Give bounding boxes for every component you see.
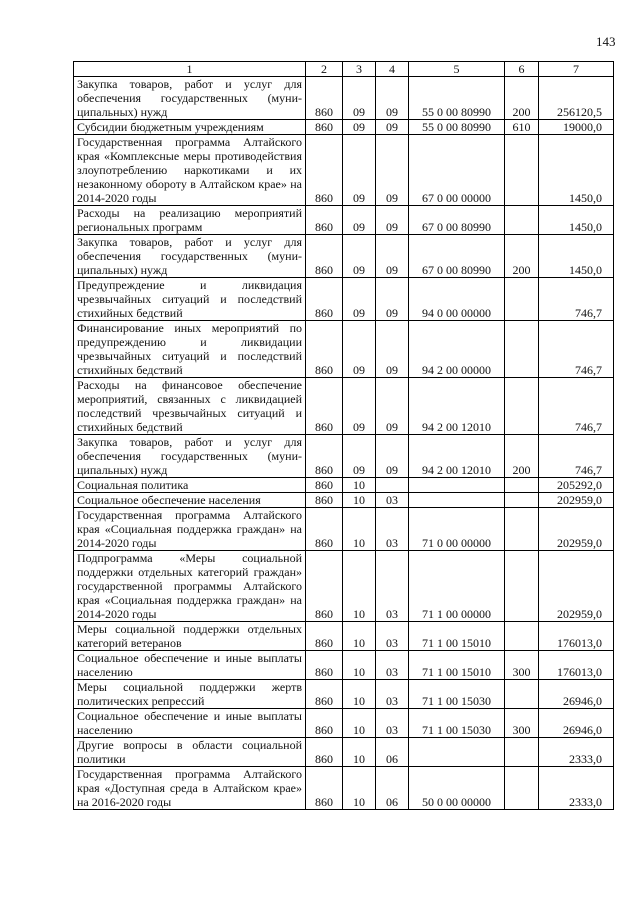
section-code-cell: 10 [343,493,376,508]
expense-type-cell: 200 [505,77,539,120]
table-row [74,235,614,278]
ministry-code-cell: 860 [306,767,343,810]
table-row [74,508,614,551]
expense-type-cell [505,508,539,551]
amount-cell: 19000,0 [539,120,614,135]
ministry-code-cell: 860 [306,378,343,435]
target-article-cell: 67 0 00 00000 [409,135,505,206]
target-article-cell: 67 0 00 80990 [409,206,505,235]
subsection-code-cell: 03 [376,680,409,709]
expense-type-cell [505,278,539,321]
header-cell: 6 [505,62,539,77]
expense-type-cell [505,478,539,493]
row-name-cell: Предупреждение и ликвидация чрезвычайных ситуаций и последствий стихийных бедствий [74,278,306,321]
subsection-code-cell: 03 [376,709,409,738]
subsection-code-cell: 03 [376,622,409,651]
table-row [74,120,614,135]
ministry-code-cell: 860 [306,321,343,378]
expense-type-cell [505,378,539,435]
expense-type-cell [505,680,539,709]
ministry-code-cell: 860 [306,493,343,508]
ministry-code-cell: 860 [306,278,343,321]
page-number: 143 [596,34,616,49]
row-name-cell: Меры социальной поддержки жертв политических репрессий [74,680,306,709]
subsection-code-cell: 09 [376,278,409,321]
table-row [74,767,614,810]
amount-cell: 26946,0 [539,709,614,738]
target-article-cell: 67 0 00 80990 [409,235,505,278]
table-row [74,651,614,680]
target-article-cell [409,493,505,508]
ministry-code-cell: 860 [306,135,343,206]
row-name-cell: Социальное обеспечение населения [74,493,306,508]
row-name-cell: Расходы на реализацию мероприятий региональных программ [74,206,306,235]
section-code-cell: 10 [343,738,376,767]
section-code-cell: 10 [343,622,376,651]
row-name-cell: Социальное обеспечение и иные выплаты населению [74,651,306,680]
ministry-code-cell: 860 [306,738,343,767]
amount-cell: 205292,0 [539,478,614,493]
table-row [74,135,614,206]
amount-cell: 176013,0 [539,651,614,680]
row-name-cell: Государственная программа Алтайского края «Комплексные меры противодействия злоупотреблению наркотиками и их незаконному обороту в Алтайском крае» на 2014-2020 годы [74,135,306,206]
target-article-cell: 71 1 00 15010 [409,651,505,680]
section-code-cell: 10 [343,508,376,551]
subsection-code-cell: 06 [376,738,409,767]
amount-cell: 746,7 [539,435,614,478]
subsection-code-cell: 09 [376,135,409,206]
target-article-cell: 55 0 00 80990 [409,120,505,135]
section-code-cell: 09 [343,120,376,135]
amount-cell: 746,7 [539,278,614,321]
row-name-cell: Социальное обеспечение и иные выплаты населению [74,709,306,738]
row-name-cell: Финансирование иных мероприятий по предупреждению и ликвидации чрезвычайных ситуаций и последствий стихийных бедствий [74,321,306,378]
amount-cell: 202959,0 [539,551,614,622]
table-row [74,738,614,767]
section-code-cell: 09 [343,135,376,206]
target-article-cell: 94 2 00 12010 [409,378,505,435]
row-name-cell: Закупка товаров, работ и услуг для обеспечения государственных (муниципальных) нужд [74,235,306,278]
target-article-cell [409,738,505,767]
row-name-cell: Закупка товаров, работ и услуг для обеспечения государственных (муниципальных) нужд [74,77,306,120]
ministry-code-cell: 860 [306,651,343,680]
expense-type-cell: 610 [505,120,539,135]
row-name-cell: Государственная программа Алтайского края «Социальная поддержка граждан» на 2014-2020 годы [74,508,306,551]
expense-type-cell [505,493,539,508]
table-row [74,551,614,622]
section-code-cell: 10 [343,478,376,493]
ministry-code-cell: 860 [306,77,343,120]
row-name-cell: Субсидии бюджетным учреждениям [74,120,306,135]
row-name-cell: Социальная политика [74,478,306,493]
table-row [74,478,614,493]
section-code-cell: 09 [343,235,376,278]
row-name-cell: Другие вопросы в области социальной политики [74,738,306,767]
section-code-cell: 09 [343,206,376,235]
subsection-code-cell: 03 [376,651,409,680]
header-cell: 7 [539,62,614,77]
table-row [74,206,614,235]
target-article-cell: 55 0 00 80990 [409,77,505,120]
expense-type-cell [505,206,539,235]
target-article-cell [409,478,505,493]
target-article-cell: 94 2 00 00000 [409,321,505,378]
target-article-cell: 94 2 00 12010 [409,435,505,478]
subsection-code-cell: 03 [376,551,409,622]
amount-cell: 2333,0 [539,767,614,810]
expense-type-cell: 200 [505,235,539,278]
header-cell: 4 [376,62,409,77]
ministry-code-cell: 860 [306,206,343,235]
target-article-cell: 71 1 00 00000 [409,551,505,622]
expense-type-cell [505,551,539,622]
section-code-cell: 09 [343,278,376,321]
ministry-code-cell: 860 [306,622,343,651]
row-name-cell: Государственная программа Алтайского края «Доступная среда в Алтайском крае» на 2016-2020 годы [74,767,306,810]
target-article-cell: 94 0 00 00000 [409,278,505,321]
section-code-cell: 09 [343,378,376,435]
expense-type-cell [505,321,539,378]
amount-cell: 1450,0 [539,235,614,278]
ministry-code-cell: 860 [306,235,343,278]
amount-cell: 746,7 [539,321,614,378]
expense-type-cell [505,767,539,810]
amount-cell: 176013,0 [539,622,614,651]
subsection-code-cell: 06 [376,767,409,810]
expense-type-cell: 300 [505,651,539,680]
row-name-cell: Расходы на финансовое обеспечение мероприятий, связанных с ликвидацией последствий чрезвычайных ситуаций и стихийных бедствий [74,378,306,435]
target-article-cell: 71 0 00 00000 [409,508,505,551]
table-row [74,321,614,378]
table-row [74,435,614,478]
section-code-cell: 10 [343,651,376,680]
header-cell: 2 [306,62,343,77]
amount-cell: 202959,0 [539,493,614,508]
amount-cell: 746,7 [539,378,614,435]
amount-cell: 256120,5 [539,77,614,120]
target-article-cell: 71 1 00 15030 [409,680,505,709]
amount-cell: 2333,0 [539,738,614,767]
amount-cell: 1450,0 [539,206,614,235]
subsection-code-cell: 09 [376,77,409,120]
table-row [74,493,614,508]
subsection-code-cell: 09 [376,321,409,378]
budget-table [73,61,614,810]
table-row [74,680,614,709]
header-cell: 5 [409,62,505,77]
subsection-code-cell: 09 [376,120,409,135]
ministry-code-cell: 860 [306,709,343,738]
ministry-code-cell: 860 [306,508,343,551]
section-code-cell: 09 [343,435,376,478]
row-name-cell: Закупка товаров, работ и услуг для обеспечения государственных (муниципальных) нужд [74,435,306,478]
amount-cell: 202959,0 [539,508,614,551]
section-code-cell: 10 [343,680,376,709]
target-article-cell: 71 1 00 15010 [409,622,505,651]
ministry-code-cell: 860 [306,478,343,493]
expense-type-cell [505,135,539,206]
header-cell: 3 [343,62,376,77]
table-row [74,278,614,321]
budget-table-body [74,77,614,810]
section-code-cell: 09 [343,77,376,120]
subsection-code-cell: 09 [376,435,409,478]
header-cell: 1 [74,62,306,77]
target-article-cell: 71 1 00 15030 [409,709,505,738]
subsection-code-cell: 03 [376,493,409,508]
table-row [74,709,614,738]
amount-cell: 1450,0 [539,135,614,206]
header-row [74,62,614,77]
expense-type-cell: 300 [505,709,539,738]
table-row [74,77,614,120]
ministry-code-cell: 860 [306,120,343,135]
subsection-code-cell [376,478,409,493]
section-code-cell: 10 [343,709,376,738]
subsection-code-cell: 03 [376,508,409,551]
expense-type-cell [505,738,539,767]
table-row [74,378,614,435]
expense-type-cell [505,622,539,651]
subsection-code-cell: 09 [376,378,409,435]
amount-cell: 26946,0 [539,680,614,709]
row-name-cell: Меры социальной поддержки отдельных категорий ветеранов [74,622,306,651]
target-article-cell: 50 0 00 00000 [409,767,505,810]
ministry-code-cell: 860 [306,551,343,622]
section-code-cell: 10 [343,767,376,810]
subsection-code-cell: 09 [376,206,409,235]
subsection-code-cell: 09 [376,235,409,278]
section-code-cell: 09 [343,321,376,378]
section-code-cell: 10 [343,551,376,622]
row-name-cell: Подпрограмма «Меры социальной поддержки отдельных категорий граждан» государственной программы Алтайского края «Социальная поддержка граждан» на 2014-2020 годы [74,551,306,622]
expense-type-cell: 200 [505,435,539,478]
ministry-code-cell: 860 [306,435,343,478]
table-row [74,622,614,651]
ministry-code-cell: 860 [306,680,343,709]
